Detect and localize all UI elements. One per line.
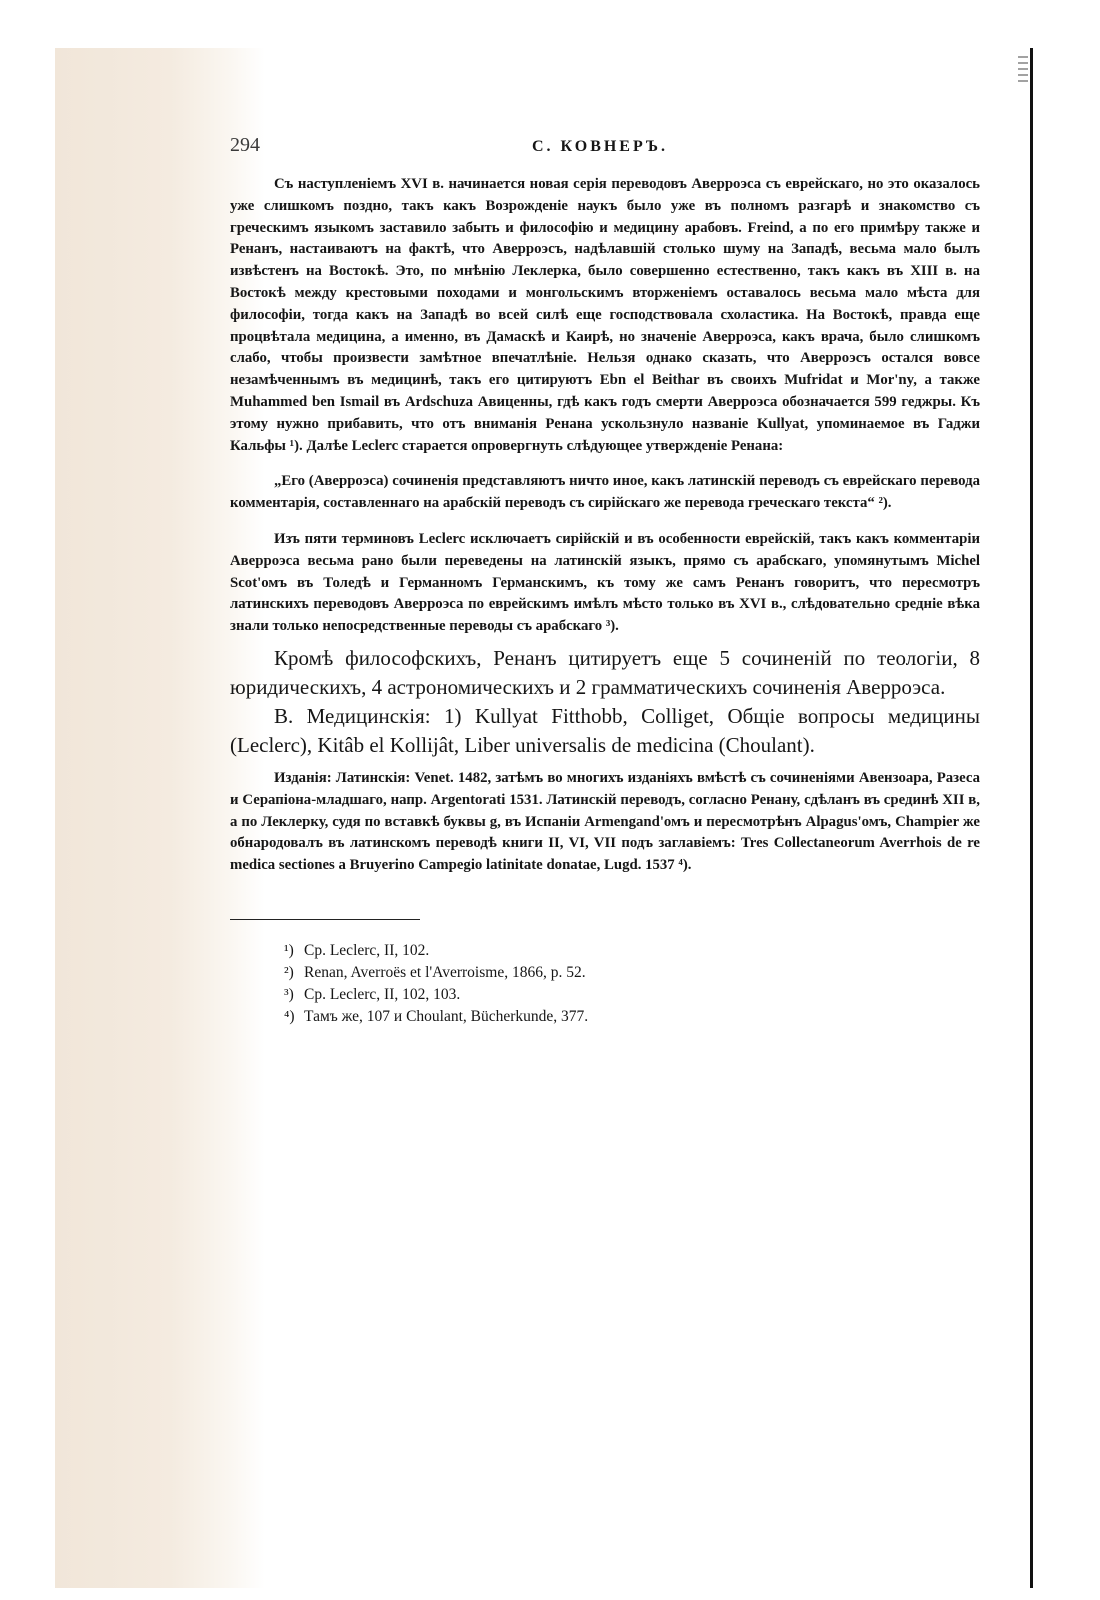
footnotes (284, 940, 980, 1028)
footnote-text: Renan, Averroës et l'Averroisme, 1866, p. 52. (304, 963, 586, 981)
text-block (230, 134, 980, 1028)
paragraph-5-editions: Изданія: Латинскія: Venet. 1482, затѣмъ во многихъ изданіяхъ вмѣстѣ съ сочиненіями Авензоара, Разеса и Серапіона-младшаго, напр. Argentorati 1531. Латинскій переводъ, согласно Ренану, сдѣланъ въ срединѣ XII в, а по Леклерку, судя по вставкѣ буквы g, въ Испаніи Armengand'омъ и пересмотрѣнъ Alpagus'омъ, Champier же обнародовалъ въ латинскомъ переводѣ книги II, VI, VII подъ заглавіемъ: Tres Collectaneorum Averrhois de re medica sectiones a Bruyerino Campegio latinitate donatae, Lugd. 1537 ⁴). (230, 769, 980, 874)
quote-paragraph: „Его (Аверроэса) сочиненія представляютъ ничто иное, какъ латинскій переводъ съ еврейскаго перевода комментарія, составленнаго на арабскій переводъ съ сирійскаго же перевода греческаго текста“ ²). (230, 473, 980, 512)
paragraph-1: Съ наступленіемъ XVI в. начинается новая серія переводовъ Аверроэса съ еврейскаго, но это оказалось уже слишкомъ поздно, такъ какъ Возрожденіе наукъ было уже въ полномъ разгарѣ и знакомство съ греческимъ языкомъ заставило забыть и философію и медицину арабовъ. Freind, а по его примѣру также и Ренанъ, настаиваютъ на фактѣ, что Аверроэсъ, надѣлавшій столько шуму на Западѣ, весьма мало былъ извѣстенъ на Востокѣ. Это, по мнѣнію Леклерка, было совершенно естественно, такъ какъ въ XIII в. на Востокѣ между крестовыми походами и монгольскимъ вторженіемъ оставалось весьма мало мѣста для философіи, тогда какъ на Западѣ во всей силѣ еще господствовала схоластика. На Востокѣ, правда еще процвѣтала медицина, а именно, въ Дамаскѣ и Каирѣ, но значеніе Аверроэса, какъ врача, было слишкомъ слабо, чтобы произвести замѣтное впечатлѣніе. Нельзя однако сказать, что Аверроэсъ остался вовсе незамѣченнымъ въ медицинѣ, такъ его цитируютъ Ebn el Beithar въ своихъ Mufridat и Mor'ny, а также Muhammed ben Ismail въ Ardschuza Авиценны, гдѣ какъ годъ смерти Аверроэса обозначается 599 геджры. Къ этому нужно прибавить, что отъ вниманія Ренана ускользнуло названіе Kullyat, упоминаемое въ Гаджи Кальфы ¹). Далѣе Leclerc старается опровергнуть слѣдующее утвержденіе Ренана: (230, 176, 980, 454)
page-number: 294 (230, 134, 260, 156)
footnote-1 (284, 940, 980, 962)
running-title: С. КОВНЕРЪ. (531, 138, 668, 155)
footnote-4 (284, 1006, 980, 1028)
footnote-text: Ср. Leclerc, II, 102. (304, 941, 430, 959)
footnote-3 (284, 984, 980, 1006)
paragraph-4-medical-works: B. Медицинскія: 1) Kullyat Fitthobb, Colliget, Общіе вопросы медицины (Leclerc), Kitâb el Kollijât, Liber universalis de medicina (Choulant). (230, 703, 980, 757)
footnote-rule (230, 919, 420, 920)
footnote-text: Тамъ же, 107 и Choulant, Bücherkunde, 377. (304, 1007, 589, 1025)
paragraph-2: Изъ пяти терминовъ Leclerc исключаетъ сирійскій и въ особенности еврейскій, такъ какъ комментаріи Аверроэса весьма рано были переведены на латинскій языкъ, прямо съ арабскаго, упомянутымъ Michel Scot'омъ въ Толедѣ и Германномъ Германскимъ, къ тому же самъ Ренанъ говоритъ, что пересмотръ латинскихъ переводовъ Аверроэса по еврейскимъ имѣлъ мѣсто только въ XVI в., слѣдовательно средніе вѣка знали только непосредственные переводы съ арабскаго ³). (230, 530, 980, 635)
paragraph-3: Кромѣ философскихъ, Ренанъ цитируетъ еще 5 сочиненій по теологіи, 8 юридическихъ, 4 астрономическихъ и 2 грамматическихъ сочиненія Аверроэса. (230, 645, 980, 699)
running-head (230, 134, 980, 174)
footnote-mark: ⁴) (284, 1007, 295, 1025)
footnote-2 (284, 962, 980, 984)
footnote-mark: ³) (284, 985, 294, 1003)
footnote-text: Ср. Leclerc, II, 102, 103. (304, 985, 461, 1003)
scan-edge-mark (1018, 56, 1028, 86)
footnote-mark: ¹) (284, 941, 294, 959)
footnote-mark: ²) (284, 963, 294, 981)
scan-edge-line (1030, 48, 1033, 1588)
